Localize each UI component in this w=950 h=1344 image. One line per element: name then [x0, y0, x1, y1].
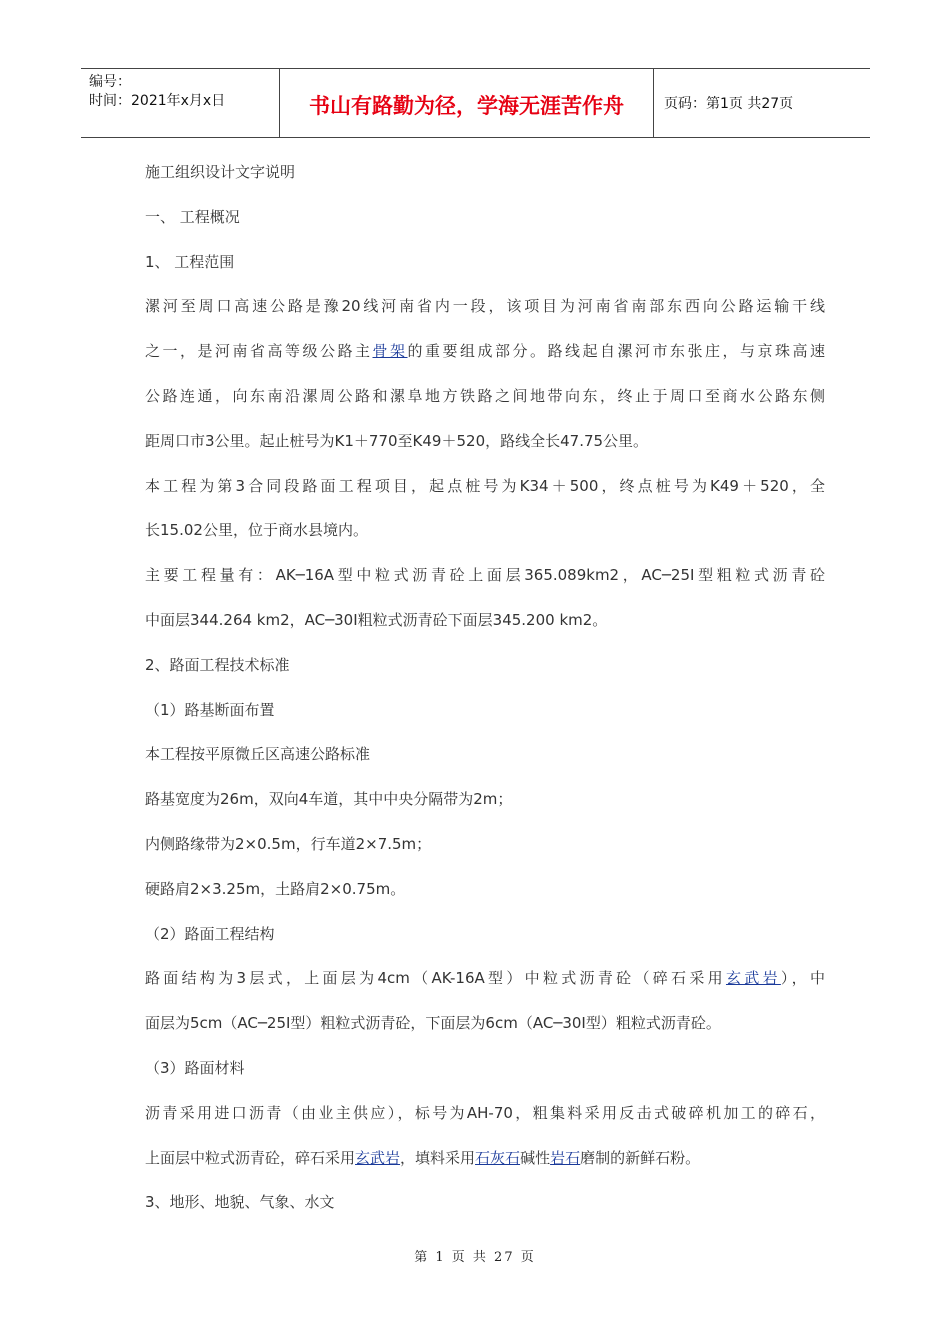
document-header: [81, 68, 870, 138]
paragraph-line: [145, 329, 825, 374]
subsection-heading: 1、 工程范围: [145, 252, 235, 271]
code-label: 编号：: [89, 74, 131, 90]
paragraph-line: 漯河至周口高速公路是豫20线河南省内一段，该项目为河南省南部东西向公路运输干线: [145, 297, 825, 316]
paragraph-line: 本工程为第3合同段路面工程项目，起点桩号为K34＋500，终点桩号为K49＋520，全: [145, 476, 825, 495]
subsection-heading: 2、路面工程技术标准: [145, 655, 290, 674]
text-span: 碱性: [520, 1148, 551, 1167]
paragraph-line: 中面层344.264 km2，AC─30I粗粒式沥青砼下面层345.200 km2。: [145, 610, 608, 629]
paragraph-line: 公路连通，向东南沿漯周公路和漯阜地方铁路之间地带向东，终止于周口至商水公路东侧: [145, 386, 825, 405]
text-span: 上面层中粒式沥青砼，碎石采用: [145, 1148, 356, 1167]
text-span: 磨制的新鲜石粉。: [580, 1148, 701, 1167]
header-meta-cell: [81, 69, 280, 137]
paragraph-line: 主要工程量有：AK─16A型中粒式沥青砼上面层365.089km2，AC─25I型粗粒式沥青砼: [145, 566, 825, 585]
link-limestone[interactable]: 石灰石: [475, 1148, 521, 1167]
paragraph-line: 硬路肩2×3.25m，土路肩2×0.75m。: [145, 879, 406, 898]
paragraph-line: 内侧路缘带为2×0.5m，行车道2×7.5m；: [145, 834, 432, 853]
header-motto: 书山有路勤为径，学海无涯苦作舟: [280, 69, 654, 137]
paragraph-line: 沥青采用进口沥青（由业主供应），标号为AH-70，粗集料采用反击式破碎机加工的碎石，: [145, 1103, 825, 1122]
text-span: 之一，是河南省高等级公路主: [145, 342, 373, 361]
header-page-info: 页码：第1页 共27页: [664, 96, 794, 112]
paragraph-line: 长15.02公里，位于商水县境内。: [145, 521, 368, 540]
link-basalt[interactable]: 玄武岩: [725, 969, 781, 988]
section-heading: 一、 工程概况: [145, 207, 240, 226]
subsection-heading: 3、地形、地貌、气象、水文: [145, 1193, 335, 1212]
document-title: 施工组织设计文字说明: [145, 163, 296, 181]
paragraph-line: 路基宽度为26m，双向4车道，其中中央分隔带为2m；: [145, 790, 513, 809]
paragraph-line: 面层为5cm（AC─25I型）粗粒式沥青砼，下面层为6cm（AC─30I型）粗粒式沥青砼。: [145, 1014, 721, 1033]
paragraph-line: [145, 956, 825, 1001]
paragraph-line: [145, 1136, 825, 1181]
link-gujia[interactable]: 骨架: [372, 342, 408, 361]
text-span: ），中: [780, 969, 825, 988]
link-rock[interactable]: 岩石: [550, 1148, 581, 1167]
text-span: ，填料采用: [400, 1148, 476, 1167]
paragraph-line: 距周口市3公里。起止桩号为K1＋770至K49＋520，路线全长47.75公里。: [145, 431, 649, 450]
text-span: 路面结构为3层式，上面层为4cm（AK-16A型）中粒式沥青砼（碎石采用: [145, 969, 726, 988]
page-footer: 第 1 页 共 27 页: [414, 1250, 536, 1265]
text-span: 的重要组成部分。路线起自漯河市东张庄，与京珠高速: [407, 342, 825, 361]
document-body: [145, 150, 825, 1225]
paragraph-line: 本工程按平原微丘区高速公路标准: [145, 745, 371, 764]
item-heading: （3）路面材料: [145, 1058, 245, 1077]
item-heading: （2）路面工程结构: [145, 924, 275, 943]
link-basalt[interactable]: 玄武岩: [355, 1148, 401, 1167]
item-heading: （1）路基断面布置: [145, 700, 275, 719]
date-text: 时间：2021年x月x日: [89, 93, 226, 109]
